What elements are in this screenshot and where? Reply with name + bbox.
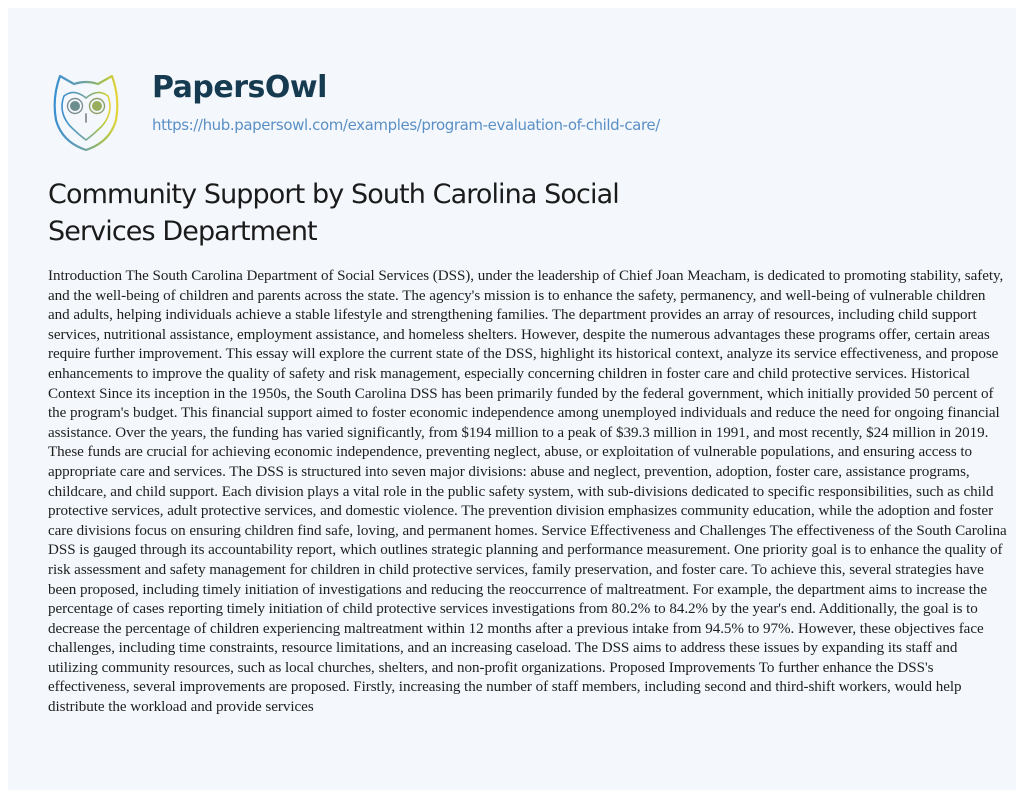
page-panel <box>8 8 1016 790</box>
owl-logo-icon <box>50 68 122 154</box>
brand-name: PapersOwl <box>152 70 327 105</box>
brand-header <box>50 66 660 166</box>
source-url-link[interactable]: https://hub.papersowl.com/examples/program-evaluation-of-child-care/ <box>152 116 660 134</box>
document-body: Introduction The South Carolina Department of Social Services (DSS), under the leadership of Chief Joan Meacham, is dedicated to promoting stability, safety, and the well-being of children and parents across the state. The agency's mission is to enhance the safety, permanency, and well-being of vulnerable children and adults, helping individuals achieve a stable lifestyle and strengthening families. The department provides an array of resources, including child support services, nutritional assistance, employment assistance, and homeless shelters. However, despite the numerous advantages these programs offer, certain areas require further improvement. This essay will explore the current state of the DSS, highlight its historical context, analyze its service effectiveness, and propose enhancements to improve the quality of safety and risk management, especially concerning children in foster care and child protective services. Historical Context Since its inception in the 1950s, the South Carolina DSS has been primarily funded by the federal government, which initially provided 50 percent of the program's budget. This financial support aimed to foster economic independence among unemployed individuals and reduce the need for ongoing financial assistance. Over the years, the funding has varied significantly, from $194 million to a peak of $39.3 million in 1991, and most recently, $24 million in 2019. These funds are crucial for achieving economic independence, preventing neglect, abuse, or exploitation of vulnerable populations, and ensuring access to appropriate care and services. The DSS is structured into seven major divisions: abuse and neglect, prevention, adoption, foster care, assistance programs, childcare, and child support. Each division plays a vital role in the public safety system, with sub-divisions dedicated to specific responsibilities, such as child protective services, adult protective services, and domestic violence. The prevention division emphasizes community education, while the adoption and foster care divisions focus on ensuring children find safe, loving, and permanent homes. Service Effectiveness and Challenges The effectiveness of the South Carolina DSS is gauged through its accountability report, which outlines strategic planning and performance measurement. One priority goal is to enhance the quality of risk assessment and safety management for children in child protective services, family preservation, and foster care. To achieve this, several strategies have been proposed, including timely initiation of investigations and reducing the reoccurrence of maltreatment. For example, the department aims to increase the percentage of cases reporting timely initiation of child protective services investigations from 80.2% to 84.2% by the year's end. Additionally, the goal is to decrease the percentage of children experiencing maltreatment within 12 months after a previous intake from 94.5% to 97%. However, these objectives face challenges, including time constraints, resource limitations, and an increasing caseload. The DSS aims to address these issues by expanding its staff and utilizing community resources, such as local churches, shelters, and non-profit organizations. Proposed Improvements To further enhance the DSS's effectiveness, several improvements are proposed. Firstly, increasing the number of staff members, including second and third-shift workers, would help distribute the workload and provide services <box>48 268 1007 716</box>
document-title: Community Support by South Carolina Social Services Department <box>48 179 619 247</box>
brand-text <box>152 70 660 134</box>
